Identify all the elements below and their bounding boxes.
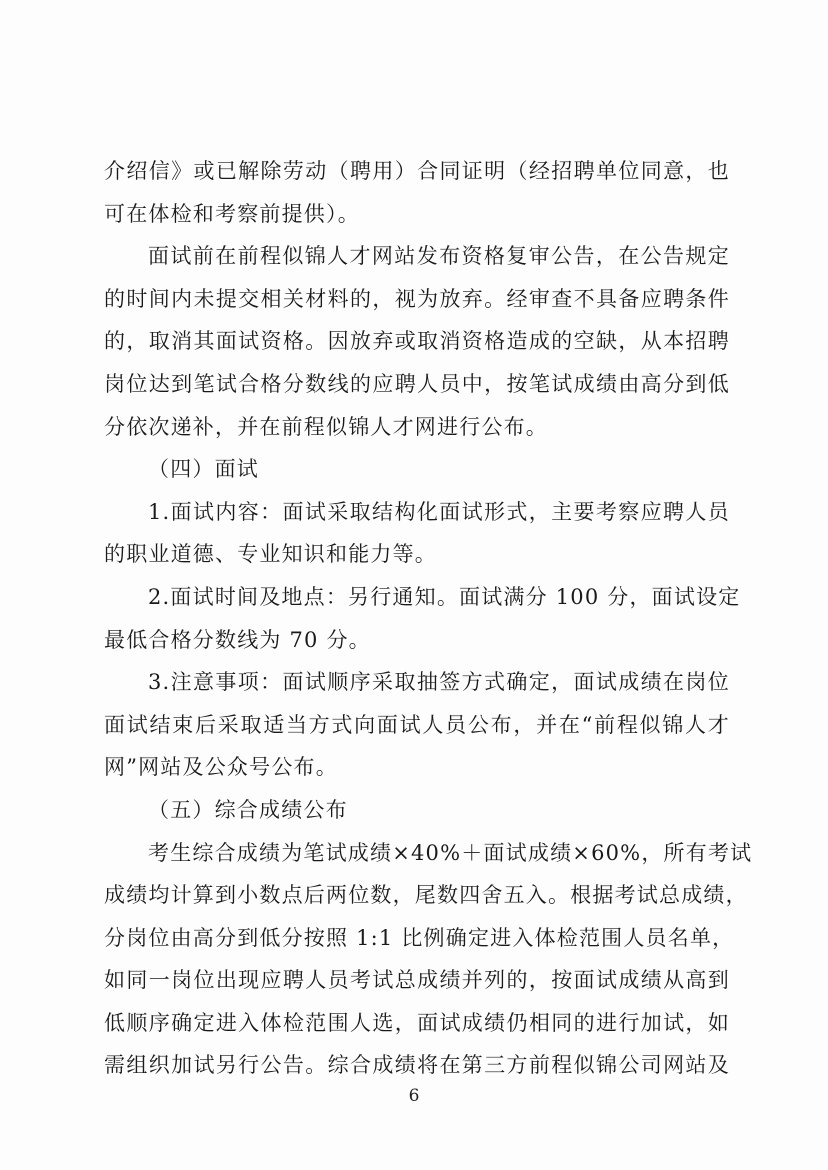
text-line: 的时间内未提交相关材料的，视为放弃。经审查不具备应聘条件 xyxy=(104,286,730,311)
page-number: 6 xyxy=(408,1086,420,1106)
text-line: 可在体检和考察前提供）。 xyxy=(104,201,360,226)
text-line: 分岗位由高分到低分按照 1:1 比例确定进入体检范围人员名单， xyxy=(104,925,735,950)
text-line: 网”网站及公众号公布。 xyxy=(104,755,338,780)
text-line: 面试结束后采取适当方式向面试人员公布，并在“前程似锦人才 xyxy=(104,712,730,737)
paragraph-first-line: 3.注意事项：面试顺序采取抽签方式确定，面试成绩在岗位 xyxy=(148,670,730,695)
text-line: 的，取消其面试资格。因放弃或取消资格造成的空缺，从本招聘 xyxy=(104,329,730,354)
paragraph-first-line: 2.面试时间及地点：另行通知。面试满分 100 分，面试设定 xyxy=(148,584,741,609)
paragraph-first-line: 面试前在前程似锦人才网站发布资格复审公告，在公告规定 xyxy=(148,244,730,269)
paragraph-first-line: 1.面试内容：面试采取结构化面试形式，主要考察应聘人员 xyxy=(148,499,730,524)
text-line: 介绍信》或已解除劳动（聘用）合同证明（经招聘单位同意，也 xyxy=(104,159,730,183)
paragraph-first-line: 考生综合成绩为笔试成绩×40%＋面试成绩×60%，所有考试 xyxy=(148,840,753,865)
text-line: 如同一岗位出现应聘人员考试总成绩并列的，按面试成绩从高到 xyxy=(104,968,730,993)
text-line: 最低合格分数线为 70 分。 xyxy=(104,627,371,652)
document-body xyxy=(104,150,753,1087)
section-heading: （五）综合成绩公布 xyxy=(148,797,348,822)
section-heading: （四）面试 xyxy=(148,457,259,482)
text-line: 成绩均计算到小数点后两位数，尾数四舍五入。根据考试总成绩， xyxy=(104,883,748,908)
text-line: 分依次递补，并在前程似锦人才网进行公布。 xyxy=(104,414,548,439)
text-line: 低顺序确定进入体检范围人选，面试成绩仍相同的进行加试，如 xyxy=(104,1010,730,1035)
text-line: 岗位达到笔试合格分数线的应聘人员中，按笔试成绩由高分到低 xyxy=(104,371,730,396)
text-line: 的职业道德、专业知识和能力等。 xyxy=(104,542,437,567)
text-line: 需组织加试另行公告。综合成绩将在第三方前程似锦公司网站及 xyxy=(104,1053,730,1078)
